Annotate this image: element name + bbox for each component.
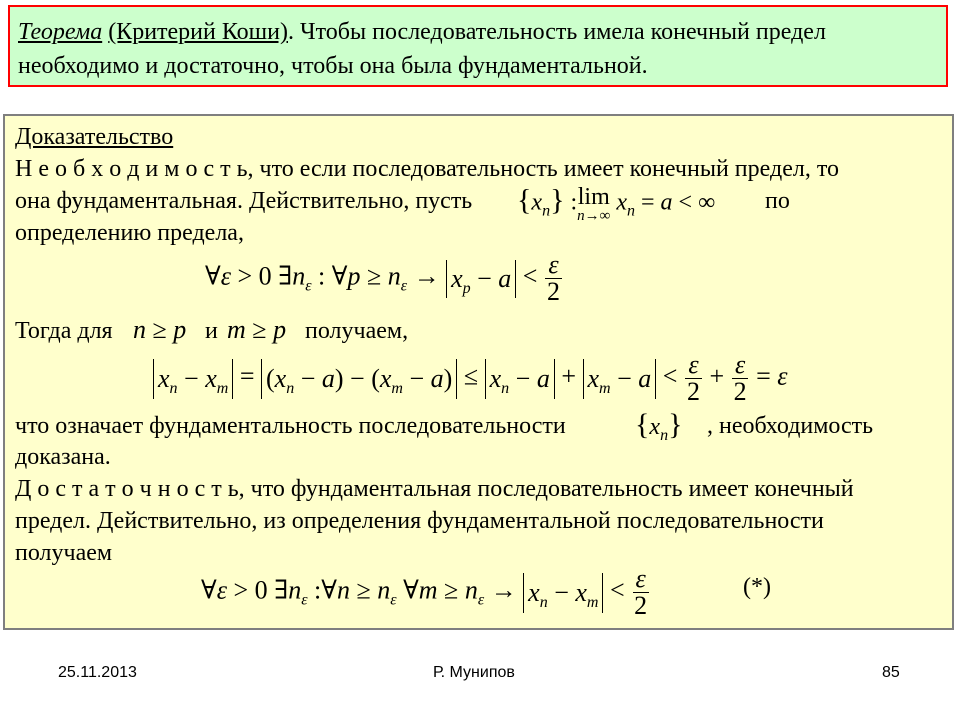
n-ge-p: n ≥ p: [133, 315, 187, 344]
formula-cauchy-estimate: $x_n - x_m = (x_n - a) - (x_m - a) \le x_n - a + x_m - a$ < $\frac{\varepsilon}{2}$ + $\frac{\varepsilon}{2}$ = ε: [153, 352, 788, 405]
necessity-word: Н е о б х о д и м о с т ь: [15, 156, 248, 182]
theorem-text: . Чтобы последовательность имела конечный предел: [288, 19, 826, 45]
proof-line-2-end: по: [765, 188, 790, 214]
proof-line-8: предел. Действительно, из определения фундаментальной последовательности: [15, 508, 824, 534]
proof-line-2: она фундаментальная. Действительно, пусть: [15, 188, 473, 214]
proof-box: [3, 114, 954, 630]
proof-line-5: что означает фундаментальность последовательности: [15, 413, 566, 439]
theorem-label: Теорема: [18, 19, 103, 45]
proof-line-4-and: и: [205, 318, 218, 344]
equation-label-star: (*): [743, 574, 771, 600]
proof-line-7-text: , что фундаментальная последовательность имеет конечный: [238, 476, 854, 502]
proof-line-4: Тогда для: [15, 318, 113, 344]
sufficiency-word: Д о с т а т о ч н о с т ь: [15, 476, 239, 502]
proof-line-5-end: , необходимость: [707, 413, 874, 439]
proof-line-9: получаем: [15, 540, 113, 566]
theorem-line-2: необходимо и достаточно, чтобы она была фундаментальной.: [18, 53, 648, 79]
proof-line-7: [15, 474, 854, 504]
m-ge-p: m ≥ p: [227, 315, 287, 344]
proof-title: Доказательство: [15, 124, 174, 150]
theorem-name: (Критерий Коши): [108, 19, 288, 45]
formula-limit-definition: ∀ε > 0 $\exists n_\varepsilon$ : ∀p ≥ $n_\varepsilon \to x_p - a$ < $\frac{\varepsilon}{2}$: [205, 250, 560, 306]
footer-date: 25.11.2013: [58, 664, 137, 681]
proof-line-6: доказана.: [15, 444, 111, 470]
proof-line-1-text: , что если последовательность имеет конечный предел, то: [247, 156, 839, 182]
proof-line-4-end: получаем,: [305, 318, 409, 344]
formula-fundamental-definition: ∀ε > 0 $\exists n_\varepsilon$ :∀n ≥ $n_\varepsilon$ ∀m ≥ $n_\varepsilon \to x_n - x_m$ < $\frac{\varepsilon}{2}$: [201, 564, 648, 620]
theorem-line-1: [18, 16, 826, 48]
limit-formula: $\{x_n\}$ : lim n→∞ $x_n = a$ < ∞: [517, 183, 716, 224]
proof-line-1: [15, 154, 839, 184]
footer-author: Р. Мунипов: [433, 664, 515, 681]
theorem-box: [8, 5, 948, 87]
sequence-xn: $\{x_n\}$: [635, 408, 683, 444]
proof-line-3: определению предела,: [15, 220, 244, 246]
footer-page-number: 85: [882, 664, 900, 681]
